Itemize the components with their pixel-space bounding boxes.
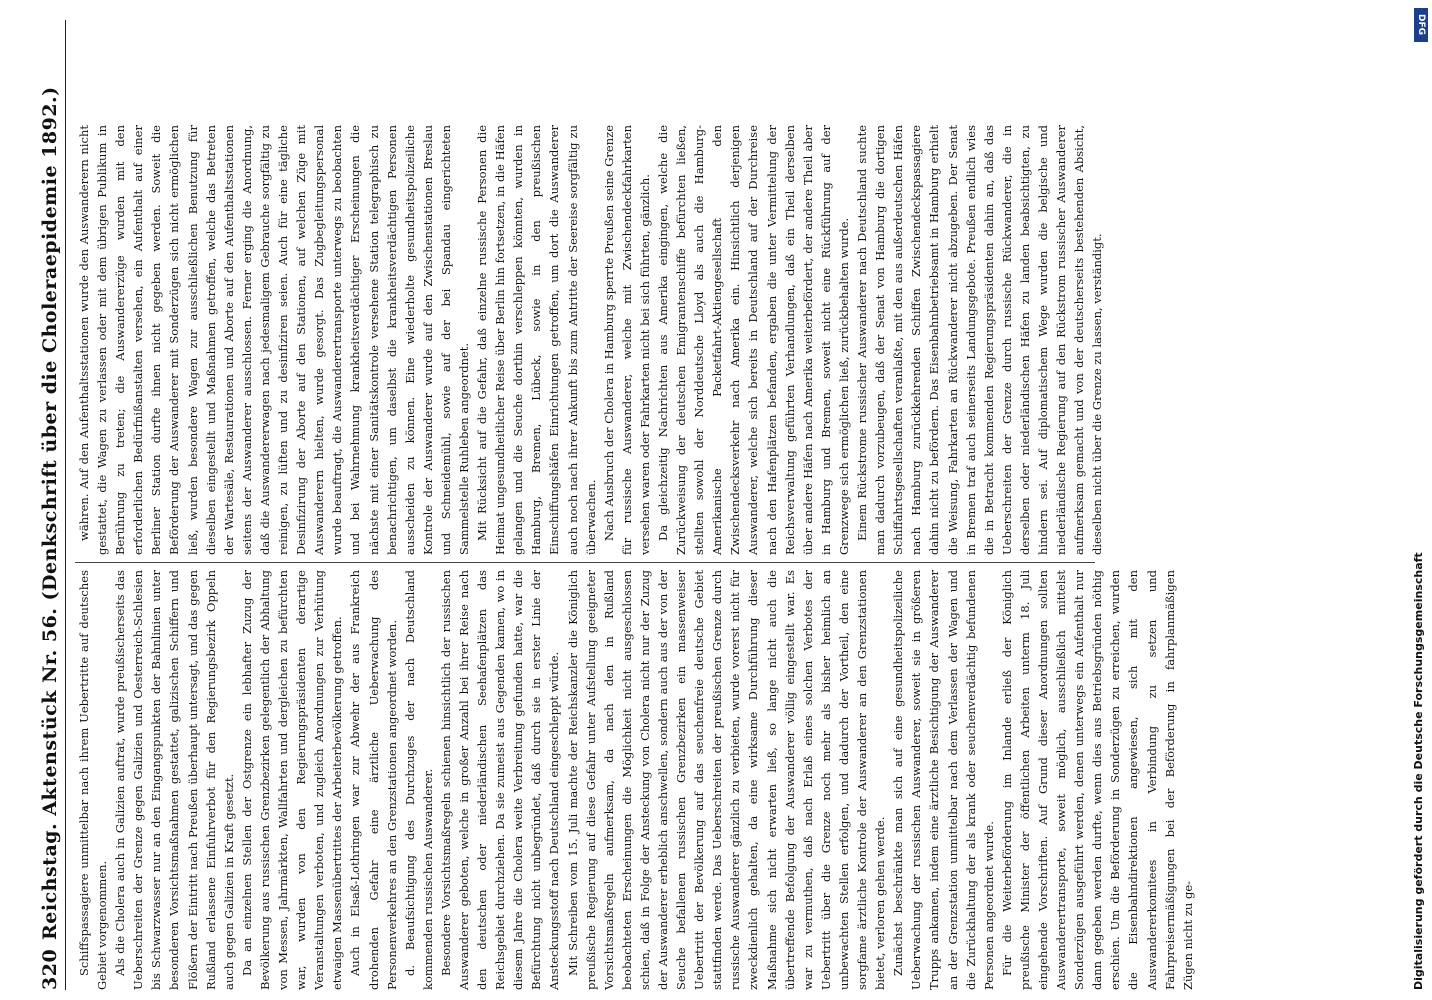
running-header	[35, 20, 66, 990]
paragraph: Auch in Elsaß-Lothringen war zur Abwehr der aus Frankreich drohenden Gefahr eine ärztliche Ueberwachung des Personenverkehres an den Grenzstationen angeordnet worden.	[348, 570, 399, 990]
paragraph: Da an einzelnen Stellen der Ostgrenze ein lebhafter Zuzug der Bevölkerung aus russischen Grenzbezirken gelegentlich der Abhaltung von Messen, Jahrmärkten, Wallfahrten und dergleichen zu befürchten war, wurden von den Regierungspräsidenten derartige Veranstaltungen verboten, und zugleich Anordnungen zur Verhütung etwaigen Massenübertrittes der Arbeiterbevölkerung getroffen.	[239, 570, 345, 990]
paragraph: Als die Cholera auch in Galizien auftrat, wurde preußischerseits das Ueberschreiten der Grenze gegen Galizien und Oesterreich-Schlesien bis Schwarzwasser nur an den Eingangspunkten der Bahnlinien unter besonderen Vorsichtsmaßnahmen gestattet, galizischen Schiffern und Flößern der Eintritt nach Preußen überhaupt untersagt, und das gegen Rußland erlassene Einfuhrverbot für den Regierungsbezirk Oppeln auch gegen Galizien in Kraft gesetzt.	[113, 570, 236, 990]
running-title: Reichstag. Aktenstück Nr. 56. (Denkschrift über die Choleraepidemie 1892.)	[39, 86, 61, 940]
paragraph: Für die Weiterbeförderung im Inlande erließ der Königlich preußische Minister der öffentlichen Arbeiten unterm 18. Juli eingehende Vorschriften. Auf Grund dieser Anordnungen sollten Auswanderertransporte, soweit möglich, ausschließlich mittelst Sonderzügen ausgeführt werden, denen unterwegs ein Aufenthalt nur dann gegeben werden durfte, wenn dies aus Betriebsgründen nöthig erschien. Um die Beförderung in Sonderzügen zu erreichen, wurden die Eisenbahndirektionen angewiesen, sich mit den Auswandererkomitees in Verbindung zu setzen und Fahrpreisermäßigungen bei der Beförderung in fahrplanmäßigen Zügen nicht zu ge-	[999, 570, 1195, 990]
paragraph: Schiffspassagiere unmittelbar nach ihrem Uebertritte auf deutsches Gebiet vorgenommen.	[77, 570, 110, 990]
paragraph: Da gleichzeitig Nachrichten aus Amerika eingingen, welche die Zurückweisung der deutschen Emigrantenschiffe befürchten ließen, stellten sowohl der Norddeutsche Lloyd als auch die Hamburg-Amerikanische Packetfahrt-Aktiengesellschaft den Zwischendecksverkehr nach Amerika ein. Hinsichtlich derjenigen Auswanderer, welche sich bereits in Deutschland auf der Durchreise nach den Hafenplätzen befanden, ergaben die unter Vermittelung der Reichsverwaltung geführten Verhandlungen, daß ein Theil derselben über andere Häfen nach Amerika weiterbefördert, der andere Theil aber in Hamburg und Bremen, soweit nicht eine Rückführung auf der Grenzwege sich ermöglichen ließ, zurückbehalten wurde.	[656, 125, 851, 555]
paragraph: währen. Auf den Aufenthaltsstationen wurde den Auswanderern nicht gestattet, die Wagen zu verlassen oder mit dem übrigen Publikum in Berührung zu treten; die Auswandererzüge wurden mit den erforderlichen Bedürfnißanstalten versehen, ein Aufenthalt auf einer Berliner Station durfte ihnen nicht gegeben werden. Soweit die Beförderung der Auswanderer mit Sonderzügen sich nicht ermöglichen ließ, wurden besondere Wagen zur ausschließlichen Benutzung für dieselben eingestellt und Maßnahmen getroffen, welche das Betreten der Wartesäle, Restaurationen und Aborte auf den Aufenthaltsstationen seitens der Auswanderer ausschlossen. Ferner erging die Anordnung, daß die Auswandererwagen nach jedesmaligem Gebrauche sorgfältig zu reinigen, zu lüften und zu desinfiziren seien. Auch für eine tägliche Desinfizirung der Aborte auf den Stationen, auf welchen Züge mit Auswanderern hielten, wurde gesorgt. Das Zugbegleitungspersonal wurde beauftragt, die Auswanderertransporte unterwegs zu beobachten und bei Wahrnehmung krankheitsverdächtiger Erscheinungen die nächste mit einer Sanitätskontrole versehene Station telegraphisch zu benachrichtigen, um daselbst die krankheitsverdächtigen Personen ausscheiden zu können. Eine wiederholte gesundheitspolizeiliche Kontrole der Auswanderer wurde auf den Zwischenstationen Breslau und Schneidemühl, sowie auf der bei Spandau eingerichteten Sammelstelle Ruhleben angeordnet.	[77, 125, 471, 555]
digitization-credit	[1410, 0, 1432, 1000]
paragraph: Mit Schreiben vom 15. Juli machte der Reichskanzler die Königlich preußische Regierung auf diese Gefahr unter Aufstellung geeigneter Vorsichtsmaßregeln aufmerksam, da nach den in Rußland beobachteten Erscheinungen die Möglichkeit nicht ausgeschlossen schien, daß in Folge der Ansteckung von Cholera nicht nur der Zuzug der Auswanderer erheblich anschwellen, sondern auch aus der von der Seuche befallenen russischen Grenzbezirken ein massenweiser Uebertritt der Bevölkerung auf das seuchenfreie deutsche Gebiet stattfinden werde. Das Ueberschreiten der preußischen Grenze durch russische Auswanderer gänzlich zu verbieten, wurde vorerst nicht für zweckdienlich gehalten, da eine wirksame Durchführung dieser Maßnahme sich nicht erwarten ließ, so lange nicht auch die übertreffende Befolgung der Auswanderer völlig eingestellt war. Es war zu vermuthen, daß nach Erlaß eines solchen Verbotes der Uebertritt über die Grenze noch mehr als bisher heimlich an unbewachten Stellen erfolgen, und dadurch der Vortheil, den eine sorgfame ärztliche Kontrole der Auswanderer an den Grenzstationen bietet, verloren gehen werde.	[565, 570, 888, 990]
paragraph: Zunächst beschränkte man sich auf eine gesundheitspolizeiliche Ueberwachung der russischen Auswanderer, soweit sie in größeren Trupps ankamen, indem eine ärztliche Besichtigung der Auswanderer an der Grenzstation unmittelbar nach dem Verlassen der Wagen und die Zurückhaltung der als krank oder seuchenverdächtig befundenen Personen angeordnet wurde.	[891, 570, 996, 990]
dfg-logo: DFG	[1414, 8, 1428, 42]
paragraph: Nach Ausbruch der Cholera in Hamburg sperrte Preußen seine Grenze für russische Auswanderer, welche mit Zwischendeckfahrkarten versehen waren oder Fahrkarten nicht bei sich führten, gänzlich.	[601, 125, 652, 555]
column-divider	[75, 562, 1095, 563]
paragraph: d. Beaufsichtigung des Durchzuges der nach Deutschland kommenden russischen Auswanderer.	[402, 570, 435, 990]
page-number: 320	[39, 948, 61, 990]
paragraph: Besondere Vorsichtsmaßregeln schienen hinsichtlich der russischen Auswanderer geboten, welche in großer Anzahl bei ihrer Reise nach den deutschen oder niederländischen Seehafenplätzen das Reichsgebiet durchziehen. Da sie zumeist aus Gegenden kamen, wo in diesem Jahre die Cholera weite Verbreitung gefunden hatte, war die Befürchtung nicht unbegründet, daß durch sie in erster Linie der Ansteckungsstoff nach Deutschland eingeschleppt würde.	[438, 570, 562, 990]
text-column-right	[75, 125, 1105, 555]
paragraph: Mit Rücksicht auf die Gefahr, daß einzelne russische Personen die Heimat ungesundheitlicher Reise über Berlin hin fortsetzen, in die Häfen gelangen und die Seuche dorthin verschleppen könnten, wurden in Hamburg, Bremen, Lübeck, sowie in den preußischen Einschiffungshäfen Einrichtungen getroffen, um dort die Auswanderer auch noch nach ihrer Ankunft bis zum Antritte der Seereise sorgfältig zu überwachen.	[475, 125, 598, 555]
credit-text: Digitalisierung gefördert durch die Deutsche Forschungsgemeinschaft	[1412, 552, 1425, 990]
paragraph: Einem Rückstrome russischer Auswanderer nach Deutschland suchte man dadurch vorzubeugen, daß der Senat von Hamburg die dortigen Schiffahrtsgesellschaften veranlaßte, mit den aus außerdeutschen Häfen nach Hamburg zurückkehrenden Schiffen Zwischendeckspassagiere dahin nicht zu befördern. Das Eisenbahnbetriebsamt in Hamburg erhielt die Weisung, Fahrkarten an Rückwanderer nicht abzugeben. Der Senat in Bremen traf auch seinerseits Landungsgebote. Preußen endlich wies die in Betracht kommenden Regierungspräsidenten dahin an, daß das Ueberschreiten der Grenze durch russische Rückwanderer, die in derselben oder niederländischen Häfen zu landen beabsichtigten, zu hindern sei. Auf diplomatischem Wege wurden die belgische und niederländische Regierung auf den Rückstrom russischer Auswanderer aufmerksam gemacht und von der deutscherseits bestehenden Absicht, dieselben nicht über die Grenze zu lassen, verständigt.	[855, 125, 1105, 555]
text-column-left	[75, 570, 1195, 990]
